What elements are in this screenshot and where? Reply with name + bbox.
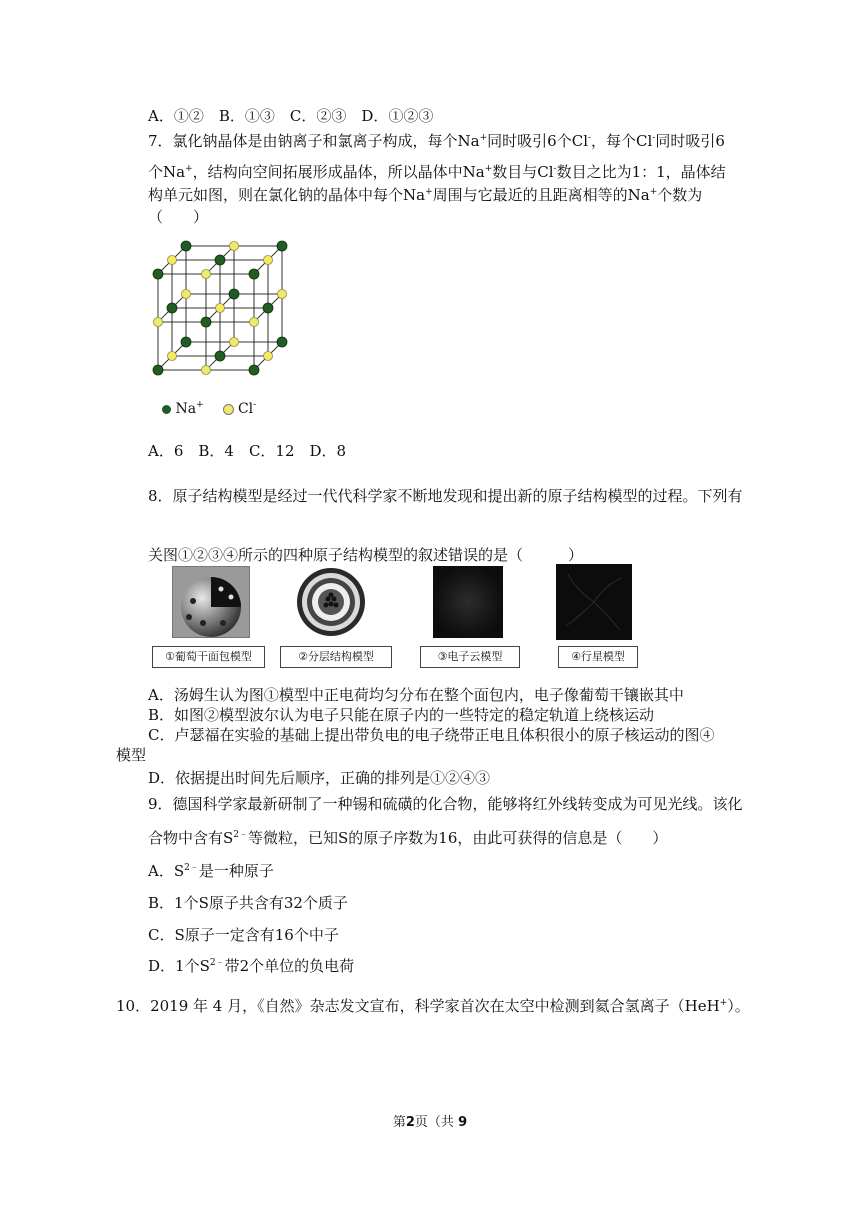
na-ion [201, 317, 211, 327]
na-ion [167, 303, 177, 313]
q9-option-c: C．S原子一定含有16个中子 [148, 926, 339, 944]
cl-ion [168, 352, 177, 361]
model-3-label: ③电子云模型 [420, 646, 520, 668]
nacl-crystal-lattice [148, 236, 308, 384]
q8-option-c: C．卢瑟福在实验的基础上提出带负电的电子绕带正电且体积很小的原子核运动的图④ [148, 726, 715, 744]
q7-options: A．6 B．4 C．12 D．8 [148, 442, 347, 460]
cl-ion [216, 304, 225, 313]
na-legend-dot [162, 405, 171, 414]
na-ion [263, 303, 273, 313]
na-ion [153, 269, 163, 279]
model-1-label: ①葡萄干面包模型 [152, 646, 265, 668]
plum-pudding-model-image [172, 566, 250, 638]
cl-ion [154, 318, 163, 327]
na-ion [229, 289, 239, 299]
model-4-label: ④行星模型 [558, 646, 638, 668]
planetary-model-image [556, 564, 632, 640]
page-footer: 第2页（共 9 [392, 1115, 468, 1130]
q8-stem-line1: 8．原子结构模型是经过一代代科学家不断地发现和提出新的原子结构模型的过程。下列有 [148, 487, 743, 505]
q8-option-d: D．依据提出时间先后顺序，正确的排列是①②④③ [148, 769, 491, 787]
na-ion [249, 269, 259, 279]
q7-stem-line3: 构单元如图，则在氯化钠的晶体中每个Na+周围与它最近的且距离相等的Na+个数为 [148, 186, 703, 204]
q9-option-a: A．$S^{2﹣}$是一种原子 [148, 862, 274, 880]
cl-legend-dot [223, 404, 234, 415]
cl-ion [250, 318, 259, 327]
q7-stem-line2: 个Na+，结构向空间拓展形成晶体，所以晶体中Na+数目与Cl-数目之比为1：1，晶体结 [148, 163, 726, 181]
q7-stem-line1: 7．氯化钠晶体是由钠离子和氯离子构成，每个Na+同时吸引6个Cl-，每个Cl-同时吸引6 [148, 132, 725, 150]
cl-ion [264, 256, 273, 265]
cl-ion [264, 352, 273, 361]
na-ion [249, 365, 259, 375]
layered-model-image [290, 566, 372, 638]
q9-option-d: D．1个$S^{2﹣}$带2个单位的负电荷 [148, 957, 355, 975]
na-ion [181, 337, 191, 347]
q7-answer-blank: （ ） [148, 208, 209, 226]
cl-ion [168, 256, 177, 265]
na-ion [277, 241, 287, 251]
electron-cloud-model-image [433, 566, 503, 638]
q8-option-c-cont: 模型 [116, 746, 147, 764]
na-ion [181, 241, 191, 251]
q6-options: A．①② B．①③ C．②③ D．①②③ [148, 107, 434, 125]
na-ion [153, 365, 163, 375]
q10-stem-line1: 10．2019 年 4 月，《自然》杂志发文宣布，科学家首次在太空中检测到氦合氢离子（HeH+）。 [116, 997, 750, 1015]
cl-legend-label: Cl- [237, 400, 257, 417]
cl-ion [202, 270, 211, 279]
lattice-ions [153, 241, 287, 375]
cl-ion [230, 338, 239, 347]
model-2-label: ②分层结构模型 [280, 646, 392, 668]
q9-stem-line2: 合物中含有$S^{2﹣}$等微粒，已知S的原子序数为16，由此可获得的信息是（ ） [148, 829, 668, 847]
lattice-legend [162, 401, 256, 417]
na-ion [277, 337, 287, 347]
q9-option-b: B．1个S原子共含有32个质子 [148, 894, 348, 912]
cl-ion [182, 290, 191, 299]
cl-ion [278, 290, 287, 299]
na-legend-label: Na+ [175, 400, 204, 417]
q9-stem-line1: 9．德国科学家最新研制了一种锡和硫磺的化合物，能够将红外线转变成为可见光线。该化 [148, 795, 743, 813]
q8-option-a: A．汤姆生认为图①模型中正电荷均匀分布在整个面包内，电子像葡萄干镶嵌其中 [148, 686, 684, 704]
cl-ion [230, 242, 239, 251]
cl-ion [202, 366, 211, 375]
q8-option-b: B．如图②模型波尔认为电子只能在原子内的一些特定的稳定轨道上绕核运动 [148, 706, 655, 724]
q8-stem-line2: 关图①②③④所示的四种原子结构模型的叙述错误的是（ ） [148, 546, 584, 564]
na-ion [215, 255, 225, 265]
na-ion [215, 351, 225, 361]
